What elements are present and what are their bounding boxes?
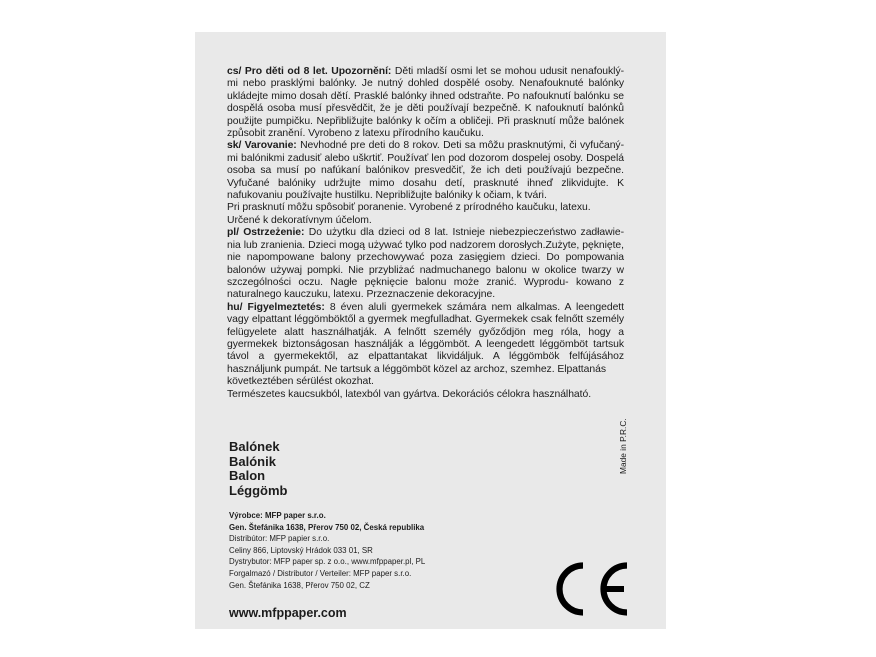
warning-hu-line: a gyermekek biztonságosan használják a léggömböt. A leengedett léggömböt tartsuk — [227, 326, 624, 350]
label-card — [195, 32, 666, 629]
distributor-line: Gen. Štefánika 1638, Přerov 750 02, CZ — [229, 580, 370, 590]
warning-sk-line: Dospelá osoba sa musí po nafúkaní balónikov presvedčiť, že ich deti používajú — [227, 152, 624, 177]
producer-name: Výrobce: MFP paper s.r.o. — [229, 511, 326, 520]
warning-pl-line: okolice twarzy w szczególności oczu. Nagłe pęknięcie balonu może zranić. Wyprodu- — [227, 264, 625, 288]
warning-sk-line: mi balónikmi zadusiť alebo uškrtiť. Používať len pod dozorom dospelej osoby. — [227, 152, 584, 164]
warning-cs-line: mi nebo prasklými balónky. Je nutný dohled dospělé osoby. Nenafouknuté balónky — [227, 78, 624, 90]
website-url: www.mfppaper.com — [229, 606, 347, 620]
made-in-text: Made in P.R.C. — [618, 418, 628, 474]
warning-hu-line: 8 éven aluli gyermekek számára nem alkalmas. A leengedett — [329, 301, 624, 313]
producer-address: Gen. Štefánika 1638, Přerov 750 02, Česká republika — [229, 522, 425, 532]
warning-sk-line: K nafukovaniu používajte hustilku. Nepribližujte balóniky k očiam, k tvári. — [227, 177, 624, 202]
warning-hu-line: személy felügyelete alatt használhatják. A felnőtt személy győződjön meg róla, hogy — [227, 314, 624, 338]
warning-cs-line: může balónek způsobit zranění. Vyrobeno z latexu přírodního kaučuku. — [227, 115, 625, 140]
warning-cs — [227, 66, 624, 140]
product-names — [229, 440, 288, 498]
warning-pl-lead: pl/ Ostrzeżenie: — [227, 227, 305, 239]
warning-hu-line: következtében sérülést okozhat. — [227, 376, 374, 388]
warning-cs-lead: cs/ Pro děti od 8 let. Upozornění: — [227, 66, 392, 77]
product-name: Balónek — [229, 439, 280, 454]
warning-hu-line: használjunk pumpát. Ne tartsuk a léggömböt közel az archoz, szemhez. Elpattanás — [227, 363, 606, 375]
warning-pl-line: kowano z naturalnego kauczuku, latexu. Przeznaczenie dekoracyjne. — [227, 276, 624, 301]
warning-sk-line: Určené k dekoratívnym účelom. — [227, 214, 372, 226]
ce-mark-icon — [554, 561, 632, 617]
distributor-line: Distribútor: MFP papier s.r.o. — [229, 534, 330, 544]
warning-cs-line: balónků použijte pumpičku. Nepřibližujte balónky k očím a obličeji. Při prasknutí — [227, 103, 624, 127]
warning-hu-line: Természetes kaucsukból, latexból van gyártva. Dekorációs célokra használható. — [227, 388, 592, 400]
warning-pl-line: nia lub zranienia. Dzieci mogą używać tylko pod nadzorem dorosłych.Zużyte, — [227, 239, 580, 251]
made-in-label — [607, 412, 667, 472]
product-name: Balon — [229, 468, 266, 484]
warning-hu-line: távol a gyermekektől, az elpattantakat likvidáljuk. A léggömbök felfújásához — [227, 351, 624, 363]
warning-hu — [227, 302, 624, 401]
distributor-line: Dystrybutor: MFP paper sp. z o.o., www.mfppaper.pl, PL — [229, 557, 426, 567]
product-name: Balónik — [229, 453, 276, 469]
warning-sk — [227, 140, 624, 227]
distributor-line: Forgalmazó / Distributor / Verteiler: MFP paper s.r.o. — [229, 568, 412, 578]
warning-cs-line: se dospělá osoba musí přesvědčit, že je děti používají bezpečně. K nafouknutí — [227, 90, 624, 115]
warning-sk-line: bezpečne. Vyfučané balóniky udržujte mimo dosahu detí, prasknuté ihneď zlikvidujte. — [227, 165, 624, 189]
distributor-line: Celiny 866, Liptovský Hrádok 033 01, SR — [229, 545, 373, 555]
warning-text — [227, 66, 624, 401]
product-name: Léggömb — [229, 482, 288, 498]
warning-cs-line: ukládejte mimo dosah dětí. Prasklé balónky ihned odstraňte. Po nafouknutí balónku — [227, 90, 610, 102]
warning-sk-lead: sk/ Varovanie: — [227, 140, 297, 152]
warning-pl — [227, 227, 624, 301]
warning-sk-line: Pri prasknutí môžu spôsobiť poranenie. Vyrobené z prírodného kaučuku, latexu. — [227, 202, 591, 214]
warning-hu-line: vagy elpattant léggömböktől a gyermek megfulladhat. Gyermekek csak felnőtt — [227, 314, 584, 326]
producer-info — [229, 510, 425, 591]
warning-pl-line: Do użytku dla dzieci od 8 lat. Istnieje niebezpieczeństwo zadławie- — [308, 227, 625, 239]
warning-pl-line: pęknięte, nie napompowane balony przechowywać poza zasięgiem dzieci. Do — [227, 239, 624, 264]
warning-hu-lead: hu/ Figyelmeztetés: — [227, 301, 325, 313]
warning-cs-line: Děti mladší osmi let se mohou udusit nenafouklý- — [394, 66, 625, 77]
warning-pl-line: pompowania balonów używaj pompki. Nie przybliżać nadmuchanego balonu w — [227, 252, 625, 276]
warning-sk-line: Nevhodné pre deti do 8 rokov. Deti sa môžu prasknutými, či vyfučaný- — [300, 140, 624, 152]
